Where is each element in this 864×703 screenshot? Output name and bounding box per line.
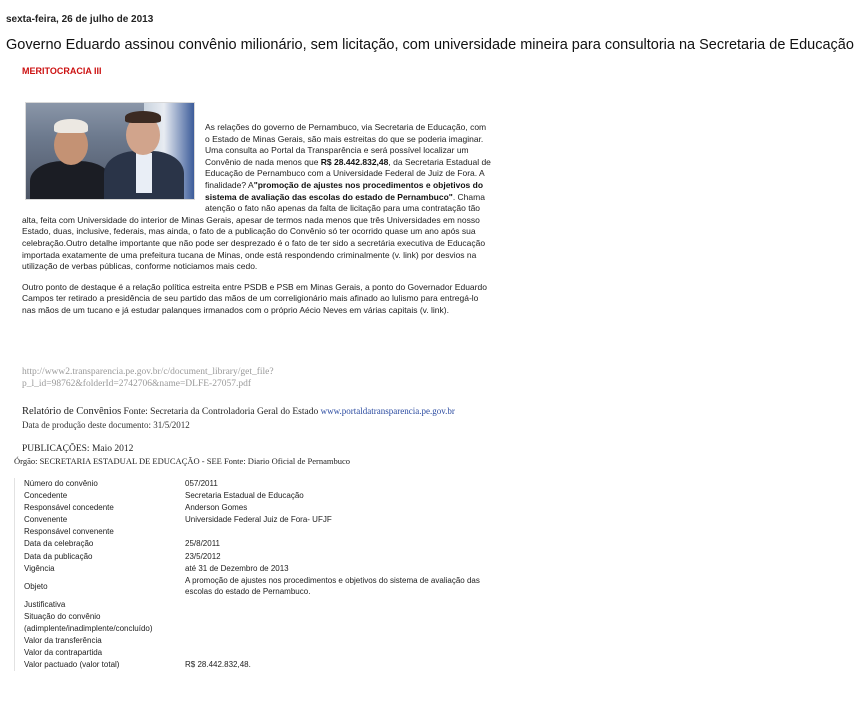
paragraph-1: As relações do governo de Pernambuco, via Secretaria de Educação, com o Estado de Minas Gerais, são mais estreitas do que se poderia imaginar. Uma consulta ao Portal da Transparência e será possível localizar um Convênio de nada menos que R$ 28.442.832,48, da Secretaria Estadual de Educação de Pernambuco com a Universidade Federal de Juiz de Fora. A finalidade? A"promoção de ajustes nos procedimentos e objetivos do sistema de avaliação das escolas do estado de Pernambuco". Chama atenção o fato não apenas da falta de licitação para uma contratação tão alta, feita com Universidade do interior de Minas Gerais, apesar de termos nada menos que três Universidades em nosso Estado, duas, inclusive, federais, mas ainda, o fato de a publicação do Convênio só ter ocorrido quase um ano após sua celebração.Outro detalhe importante que não pode ser desprezado é o fato de ter sido a secretária executiva de Educação importada exatamente de uma prefeitura tucana de Minas, onde está respondendo criminalmente (v. link) por desvios na utilização de verbas públicas, conforme noticiamos mais cedo. [22,122,491,272]
table-row: Situação do convênio (adimplente/inadimplente/concluído) [24,611,153,633]
post-label: MERITOCRACIA III [22,66,102,76]
convenio-table [14,478,485,671]
report-header [22,406,455,417]
table-row: Número do convênio 057/2011 [24,479,218,488]
report-title: Relatório de Convênios [22,406,122,417]
post-title[interactable]: Governo Eduardo assinou convênio milionário, sem licitação, com universidade mineira para consultoria na Secretaria de Educação [6,37,854,53]
table-row: Concedente Secretaria Estadual de Educação [24,491,304,501]
report-source: Fonte: Secretaria da Controladoria Geral do Estado [121,407,321,417]
table-row: Valor da contrapartida [24,647,103,657]
orgao-line: Órgão: SECRETARIA ESTADUAL DE EDUCAÇÃO - SEE Fonte: Diario Oficial de Pernambuco [14,456,350,466]
table-row: Objeto A promoção de ajustes nos procedimentos e objetivos do sistema de avaliação das escolas do estado de Pernambuco. [24,575,480,596]
paragraph-2: Outro ponto de destaque é a relação política estreita entre PSDB e PSB em Minas Gerais, a ponto do Governador Eduardo Campos ter retirado a presidência de seu partido das mãos de um correligionário mais afinado ao lulismo para entregá-lo nas mãos de um tucano e já estudar palanques irmanados com o próprio Aécio Neves em várias capitais (v. link). [22,281,487,315]
quote-highlight: "promoção de ajustes nos procedimentos e objetivos do sistema de avaliação das escolas do estado de Pernambuco" [205,179,484,202]
production-date: Data de produção deste documento: 31/5/2012 [22,420,190,430]
amount-highlight: R$ 28.442.832,48 [320,156,389,167]
table-row: Vigência até 31 de Dezembro de 2013 [24,563,289,573]
table-row: Convenente Universidade Federal Juiz de Fora- UFJF [24,515,332,525]
table-row: Data da publicação 23/5/2012 [24,551,221,561]
portal-link[interactable]: www.portaldatransparencia.pe.gov.br [320,406,455,416]
person-left [30,161,112,200]
table-row: Valor pactuado (valor total) R$ 28.442.832,48. [24,660,251,670]
table-row: Responsável concedente Anderson Gomes [24,503,248,513]
table-row: Valor da transferência [24,635,102,645]
table-row: Responsável convenente [24,527,114,537]
document-link[interactable]: http://www2.transparencia.pe.gov.br/c/document_library/get_file?p_l_id=98762&folderId=2742706&name=DLFE-27057.pdf [22,367,274,389]
post-body [22,66,492,326]
table-row: Data da celebração 25/8/2011 [24,539,220,549]
date-header: sexta-feira, 26 de julho de 2013 [6,14,154,25]
table-row: Justificativa [24,599,66,609]
publications-heading: PUBLICAÇÕES: Maio 2012 [22,444,134,454]
post-photo [25,102,195,200]
